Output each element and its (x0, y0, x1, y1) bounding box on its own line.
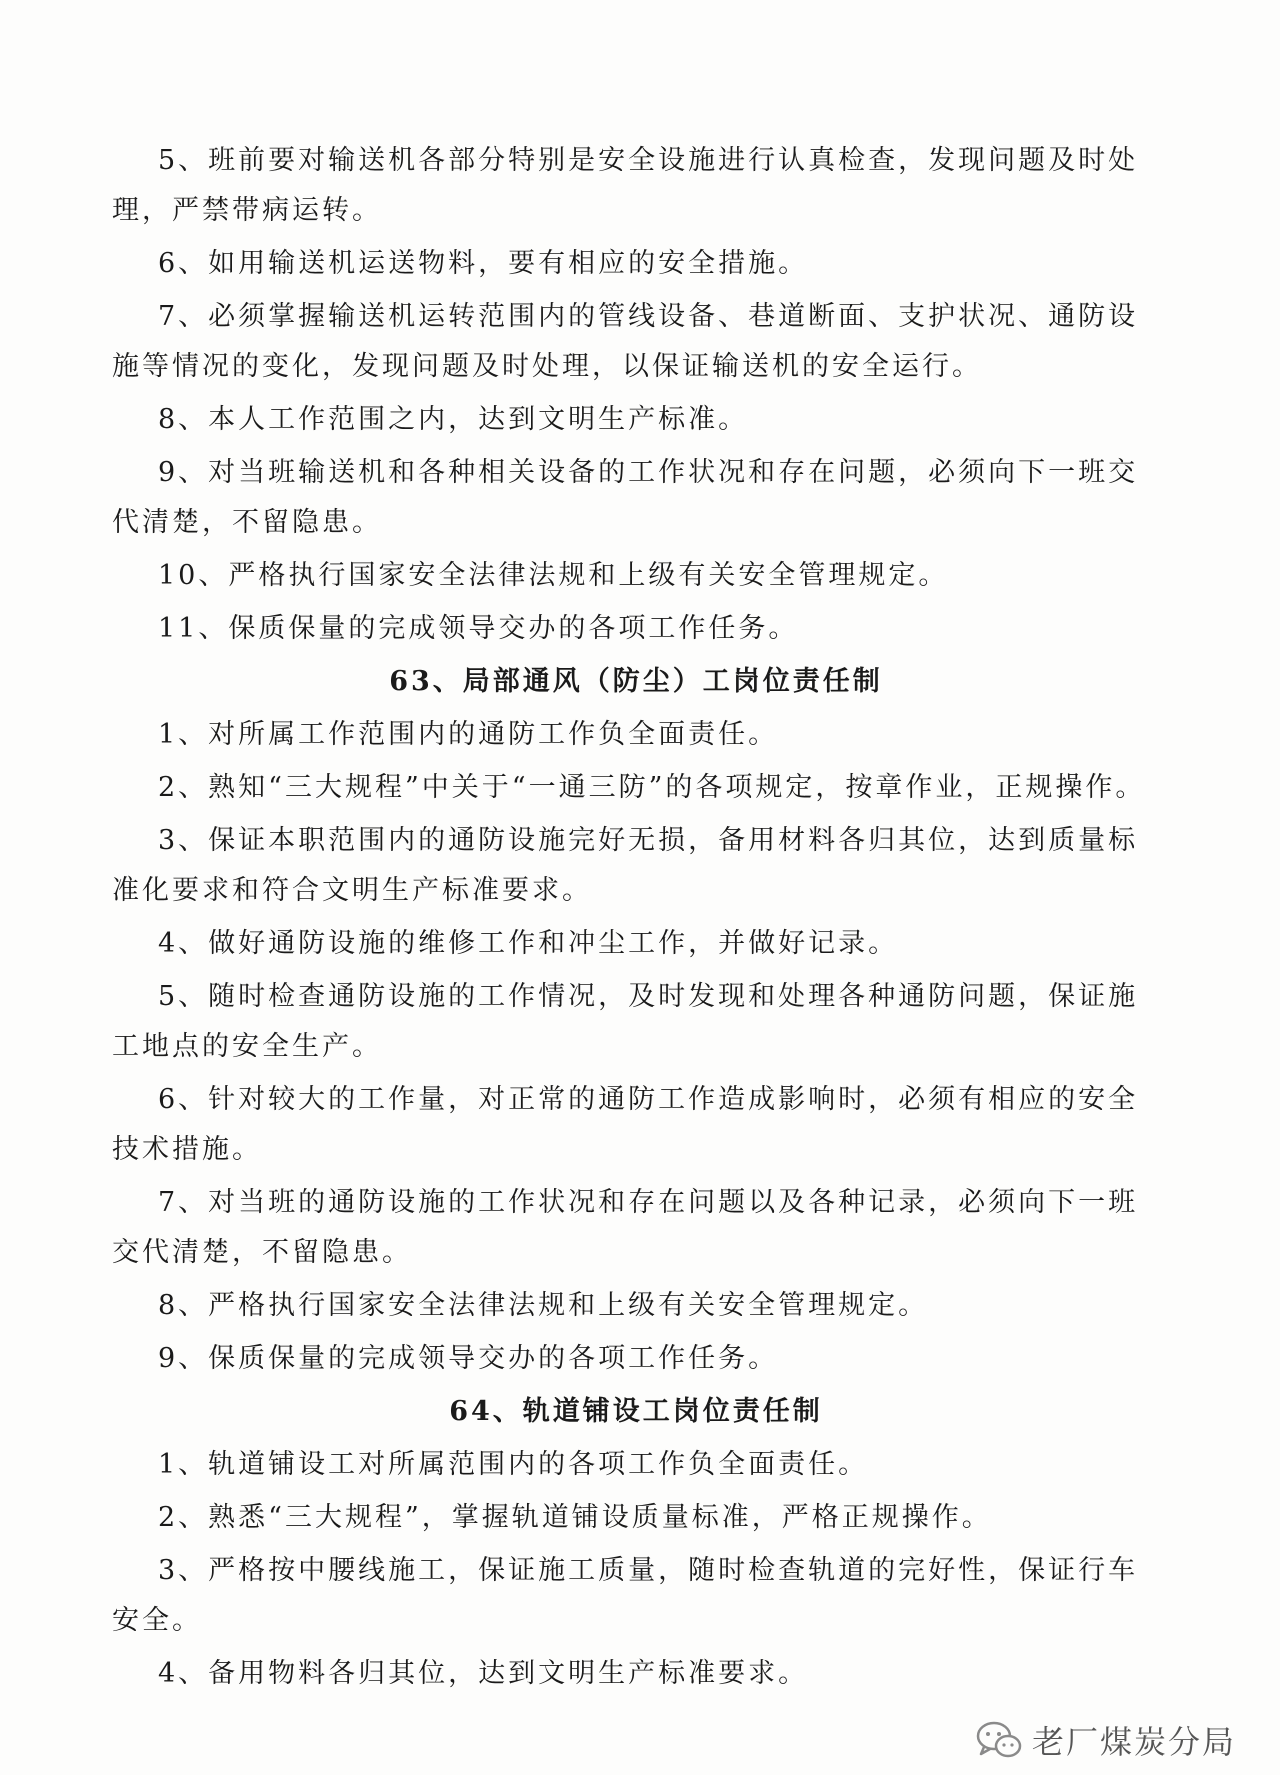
clause-63-5: 5、随时检查通防设施的工作情况，及时发现和处理各种通防问题，保证施工地点的安全生产。 (112, 981, 1139, 1062)
clause-63-1: 1、对所属工作范围内的通防工作负全面责任。 (158, 719, 779, 750)
watermark (976, 1717, 1236, 1763)
clause-63-6: 6、针对较大的工作量，对正常的通防工作造成影响时，必须有相应的安全技术措施。 (112, 1084, 1139, 1165)
clause-63-7: 7、对当班的通防设施的工作状况和存在问题以及各种记录，必须向下一班交代清楚，不留隐患。 (112, 1187, 1139, 1268)
watermark-text: 老厂煤炭分局 (1031, 1723, 1236, 1761)
clause-a-10: 10、严格执行国家安全法律法规和上级有关安全管理规定。 (158, 560, 949, 591)
clause-64-4: 4、备用物料各归其位，达到文明生产标准要求。 (158, 1658, 809, 1689)
clause-64-3: 3、严格按中腰线施工，保证施工质量，随时检查轨道的完好性，保证行车安全。 (112, 1555, 1139, 1636)
section-64-heading: 64、轨道铺设工岗位责任制 (449, 1396, 823, 1427)
clause-63-8: 8、严格执行国家安全法律法规和上级有关安全管理规定。 (158, 1290, 929, 1321)
clause-63-4: 4、做好通防设施的维修工作和冲尘工作，并做好记录。 (158, 928, 899, 959)
clause-63-9: 9、保质保量的完成领导交办的各项工作任务。 (158, 1343, 779, 1374)
wechat-icon (976, 1720, 1022, 1760)
clause-63-3: 3、保证本职范围内的通防设施完好无损，备用材料各归其位，达到质量标准化要求和符合文明生产标准要求。 (112, 825, 1139, 906)
section-63-heading: 63、局部通风（防尘）工岗位责任制 (389, 666, 883, 697)
clause-a-8: 8、本人工作范围之内，达到文明生产标准。 (158, 404, 749, 435)
clause-a-11: 11、保质保量的完成领导交办的各项工作任务。 (158, 613, 799, 644)
clause-64-1: 1、轨道铺设工对所属范围内的各项工作负全面责任。 (158, 1449, 869, 1480)
clause-a-9: 9、对当班输送机和各种相关设备的工作状况和存在问题，必须向下一班交代清楚，不留隐患。 (112, 457, 1139, 538)
clause-a-7: 7、必须掌握输送机运转范围内的管线设备、巷道断面、支护状况、通防设施等情况的变化，发现问题及时处理，以保证输送机的安全运行。 (112, 301, 1139, 382)
clause-64-2: 2、熟悉“三大规程”，掌握轨道铺设质量标准，严格正规操作。 (158, 1502, 992, 1533)
document-body (112, 136, 1160, 1702)
clause-63-2: 2、熟知“三大规程”中关于“一通三防”的各项规定，按章作业，正规操作。 (158, 772, 1146, 803)
clause-a-5: 5、班前要对输送机各部分特别是安全设施进行认真检查，发现问题及时处理，严禁带病运转。 (112, 145, 1139, 226)
clause-a-6: 6、如用输送机运送物料，要有相应的安全措施。 (158, 248, 809, 279)
